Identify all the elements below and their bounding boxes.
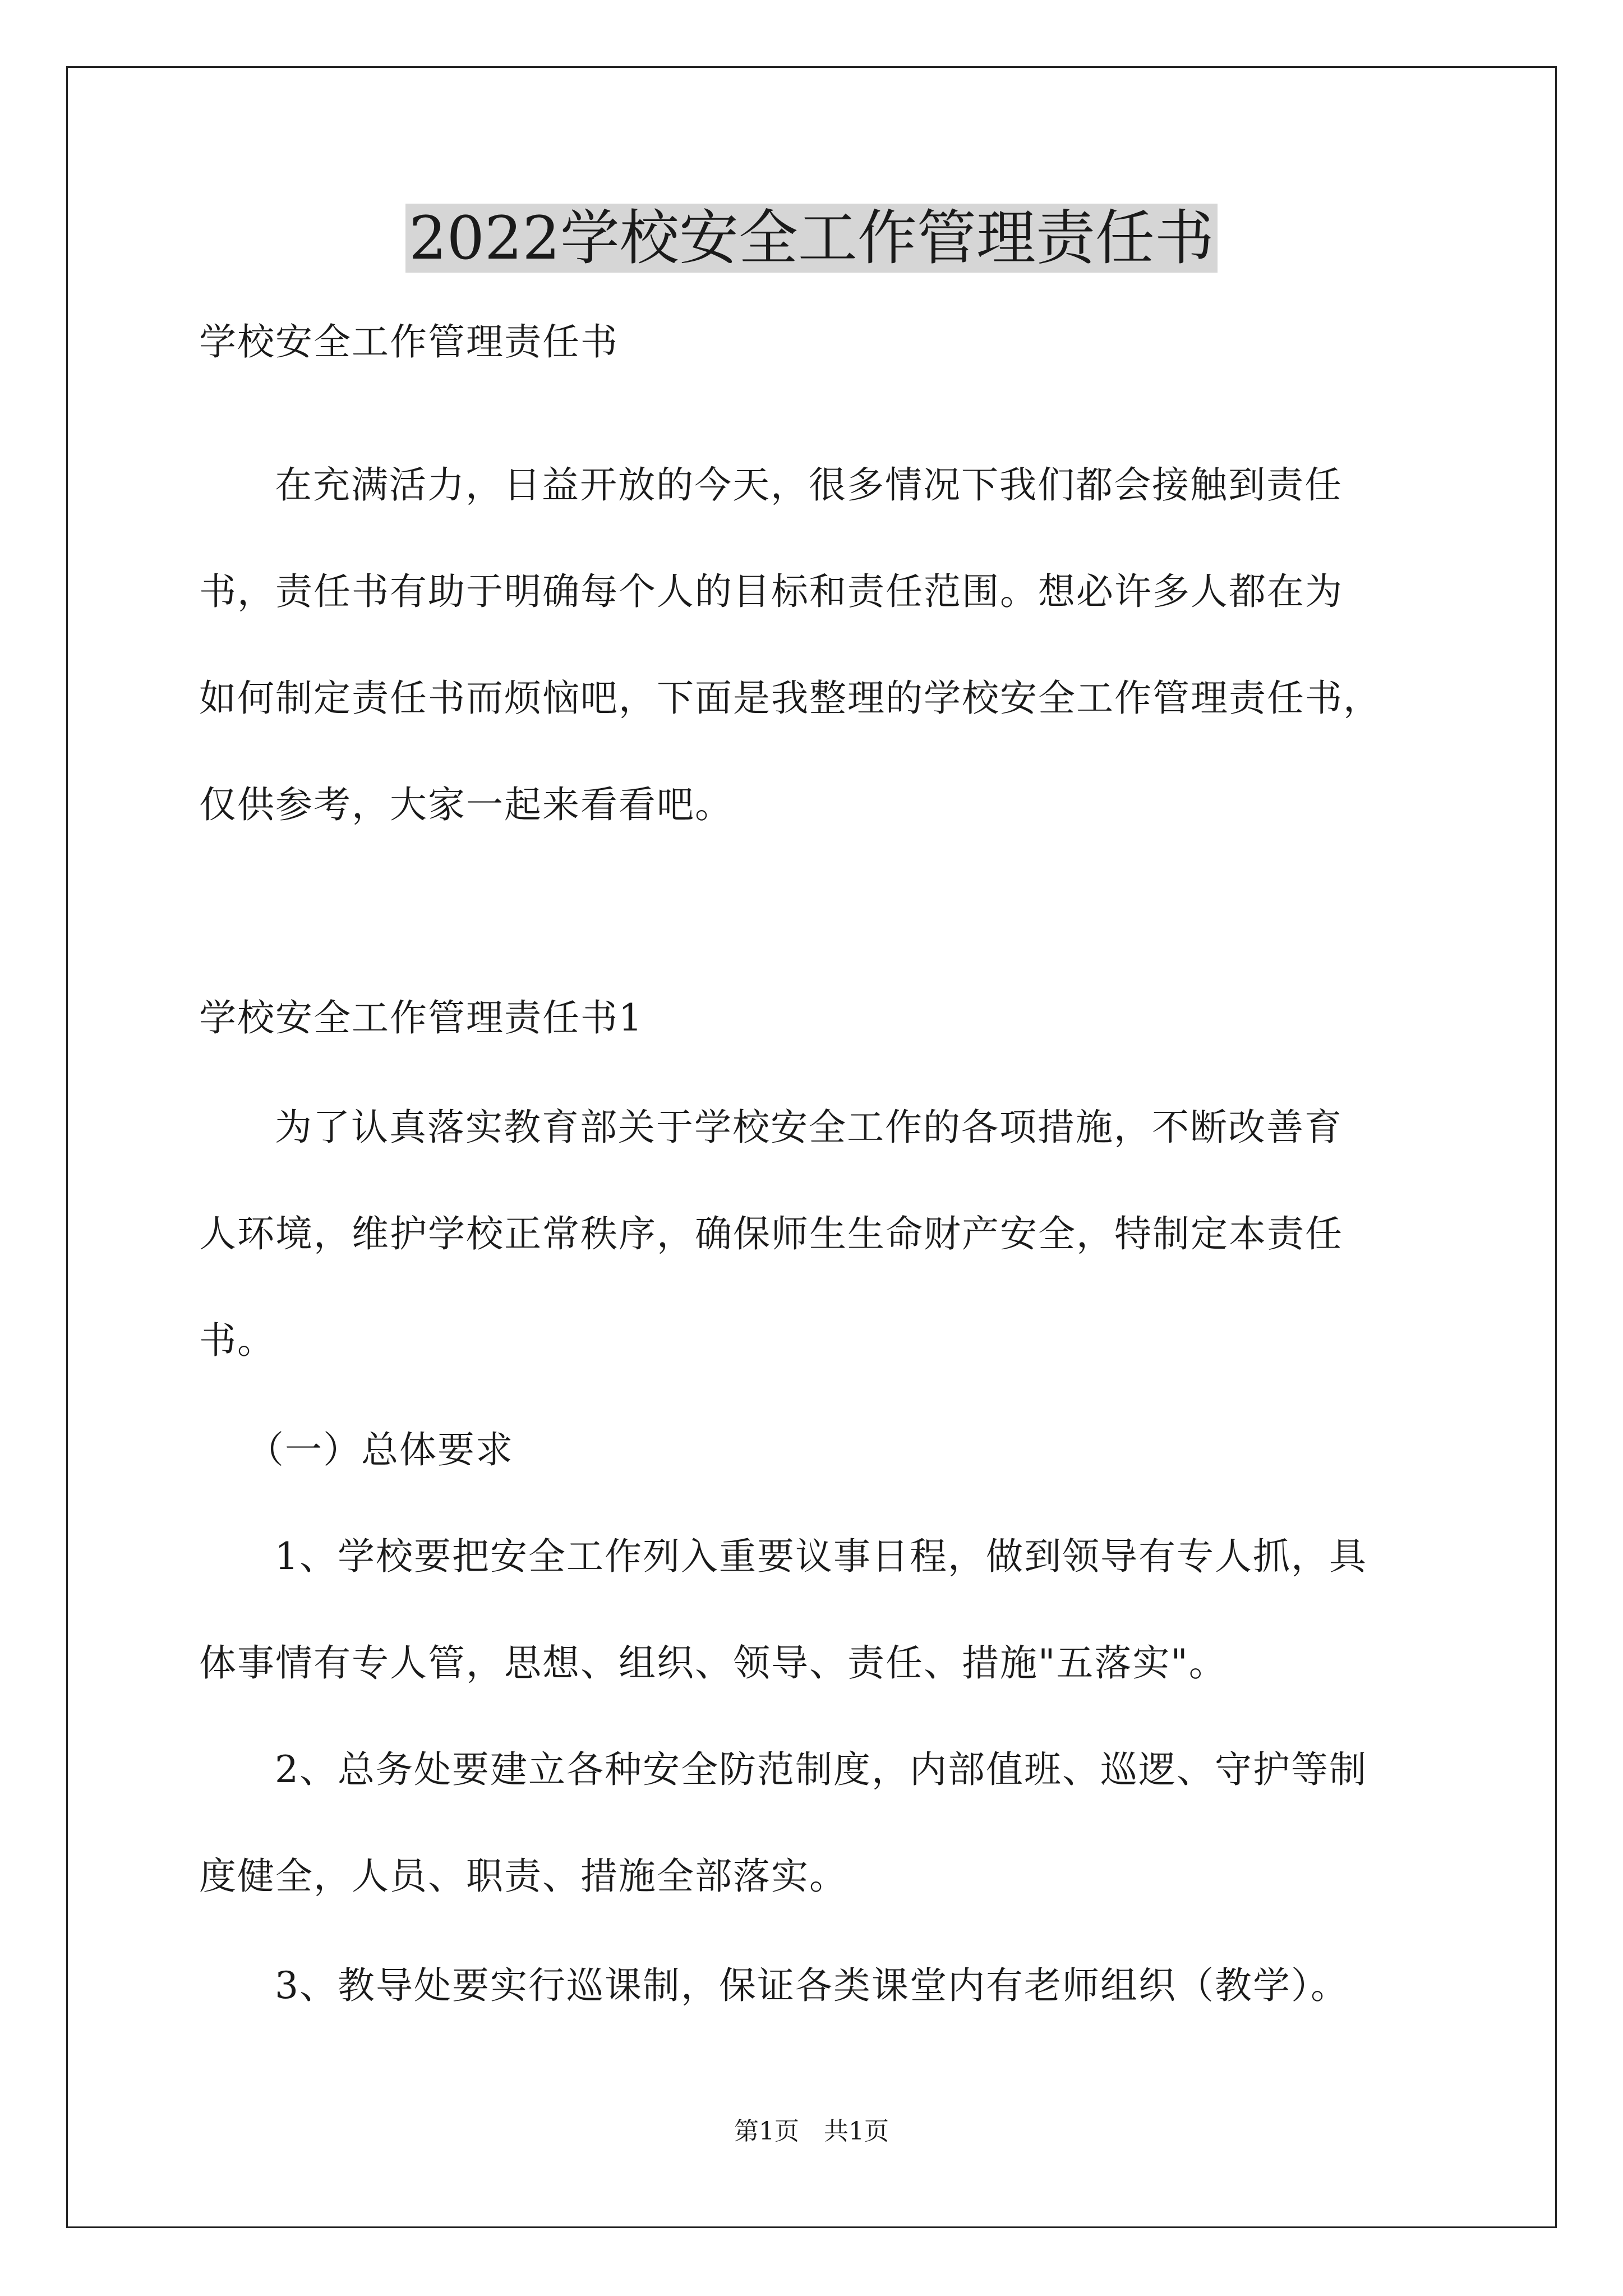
- paragraph-line: 书，责任书有助于明确每个人的目标和责任范围。想必许多人都在为: [199, 570, 1343, 613]
- section-heading: 学校安全工作管理责任书1: [199, 996, 643, 1039]
- paragraph-line: 体事情有专人管，思想、组织、领导、责任、措施"五落实"。: [199, 1641, 1227, 1685]
- paragraph-line: 为了认真落实教育部关于学校安全工作的各项措施，不断改善育: [275, 1106, 1343, 1149]
- paragraph-line: 3、教导处要实行巡课制，保证各类课堂内有老师组织（教学）。: [275, 1964, 1349, 2007]
- document-title: [0, 202, 1623, 275]
- paragraph-line: 书。: [199, 1319, 275, 1362]
- paragraph-line: 2、总务处要建立各种安全防范制度，内部值班、巡逻、守护等制: [275, 1748, 1367, 1791]
- paragraph-line: 仅供参考，大家一起来看看吧。: [199, 783, 733, 826]
- subsection-heading: （一）总体要求: [247, 1428, 514, 1471]
- paragraph-line: 如何制定责任书而烦恼吧，下面是我整理的学校安全工作管理责任书，: [199, 677, 1381, 720]
- page-number-footer: 第1页 共1页: [734, 2117, 889, 2146]
- paragraph-line: 在充满活力，日益开放的今天，很多情况下我们都会接触到责任: [275, 463, 1343, 507]
- document-title-text: 2022学校安全工作管理责任书: [405, 204, 1218, 273]
- paragraph-line: 度健全，人员、职责、措施全部落实。: [199, 1855, 847, 1898]
- paragraph-line: 1、学校要把安全工作列入重要议事日程，做到领导有专人抓，具: [275, 1535, 1367, 1578]
- section-heading: 学校安全工作管理责任书: [199, 320, 619, 364]
- paragraph-line: 人环境，维护学校正常秩序，确保师生生命财产安全，特制定本责任: [199, 1212, 1343, 1255]
